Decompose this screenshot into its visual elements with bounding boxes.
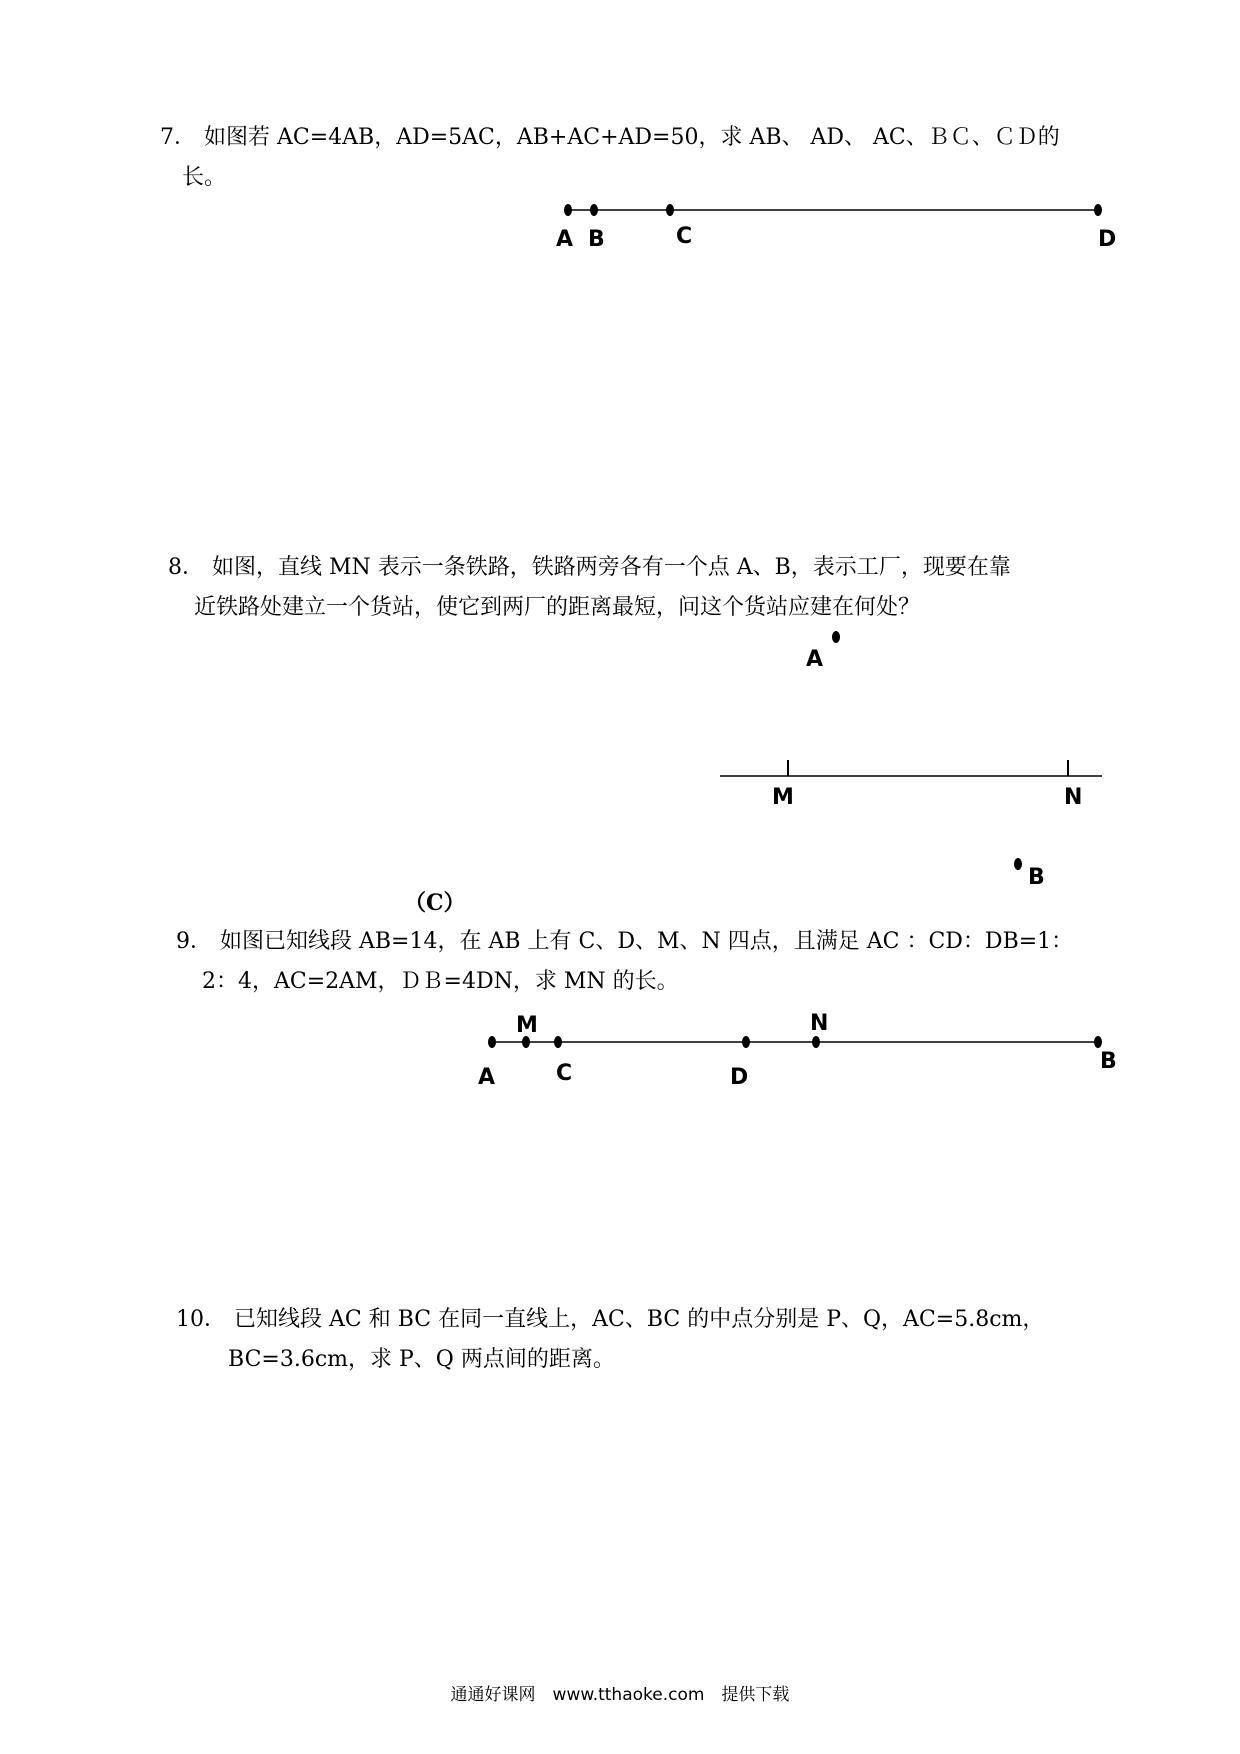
fig7-label-c: C [676,224,693,249]
fig8-label-a: A [806,647,824,672]
fig8-label-b: B [1028,865,1045,890]
fig7-label-b: B [588,227,605,252]
fig9-label-b: B [1100,1049,1117,1074]
question-10-text-line2: BC=3.6cm，求 P、Q 两点间的距离。 [228,1347,615,1372]
fig9-point-n [812,1036,820,1048]
fig8-label-n: N [1064,785,1083,810]
fig9-label-c: C [556,1061,573,1086]
fig9-point-d [742,1036,750,1048]
fig7-label-d: D [1098,227,1117,252]
fig9-point-b [1094,1036,1102,1048]
question-8-number: 8． [168,555,204,580]
figure-8-caption: （C） [404,890,466,916]
question-8-text-line1: 如图，直线 MN 表示一条铁路，铁路两旁各有一个点 A、B，表示工厂，现要在靠 [212,555,1011,580]
fig9-point-c [554,1036,562,1048]
page-footer: 通通好课网 www.tthaoke.com 提供下载 [450,1685,790,1705]
question-7-text-line2: 长。 [182,165,227,190]
question-9-number: 9． [176,929,212,954]
fig9-label-d: D [730,1065,749,1090]
fig7-label-a: A [556,227,574,252]
question-8-text-line2: 近铁路处建立一个货站，使它到两厂的距离最短，问这个货站应建在何处？ [194,595,921,620]
fig8-label-m: M [772,785,794,810]
question-9-text-line2: 2：4，AC=2AM，ＤＢ=4DN，求 MN 的长。 [202,969,679,994]
fig9-label-a: A [478,1065,496,1090]
question-10-number: 10． [176,1307,226,1332]
question-7-text-line1: 如图若 AC=4AB，AD=5AC，AB+AC+AD=50，求 AB、 AD、 AC、ＢＣ、ＣＤ的 [204,125,1060,150]
question-9-text-line1: 如图已知线段 AB=14，在 AB 上有 C、D、M、N 四点，且满足 AC ：CD：DB=1： [220,929,1074,954]
fig9-label-m: M [516,1013,538,1038]
question-10 [176,1300,1044,1380]
fig9-point-a [488,1036,496,1048]
fig9-label-n: N [810,1011,829,1036]
question-10-text-line1: 已知线段 AC 和 BC 在同一直线上，AC、BC 的中点分别是 P、Q，AC=5.8cm， [234,1307,1045,1332]
question-7-number: 7． [160,125,196,150]
